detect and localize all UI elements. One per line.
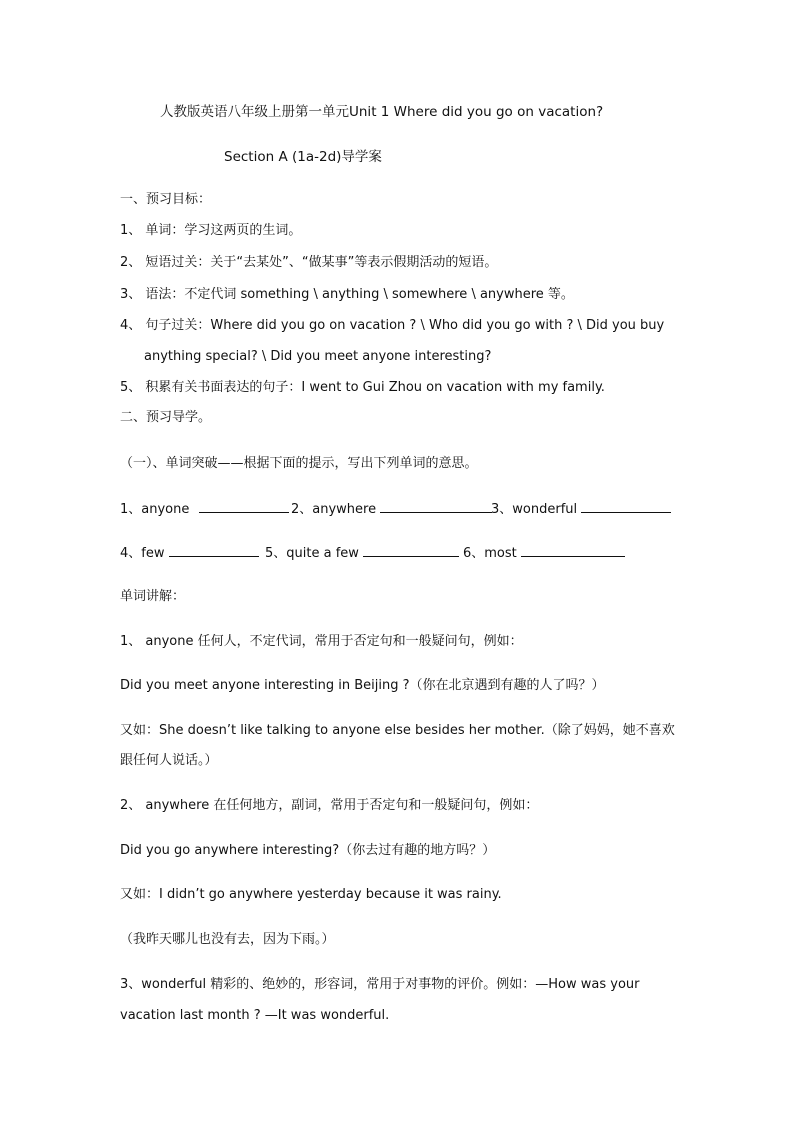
vocab-word-label: 2、anywhere [291, 502, 377, 517]
guide-heading: 二、预习导学。 [120, 410, 212, 425]
vocab-exercise-item [463, 544, 625, 563]
goal-item: 1、 单词：学习这两页的生词。 [120, 223, 302, 238]
explanation-line: 又如：She doesn’t like talking to anyone else besides her mother.（除了妈妈，她不喜欢 [120, 723, 675, 738]
goal-item: 2、 短语过关：关于“去某处”、“做某事”等表示假期活动的短语。 [120, 255, 498, 270]
vocab-exercise-item [491, 500, 671, 519]
vocab-word-label: 6、most [463, 546, 517, 561]
explanation-line: 又如：I didn’t go anywhere yesterday because it was rainy. [120, 887, 502, 902]
vocab-word-label: 5、quite a few [265, 546, 359, 561]
vocab-word-label: 3、wonderful [491, 502, 578, 517]
goal-item: 3、 语法：不定代词 something \ anything \ somewhere \ anywhere 等。 [120, 287, 574, 302]
answer-blank[interactable] [581, 500, 671, 513]
answer-blank[interactable] [169, 544, 259, 557]
explanation-line: 2、 anywhere 在任何地方，副词，常用于否定句和一般疑问句，例如： [120, 798, 539, 813]
answer-blank[interactable] [521, 544, 625, 557]
vocab-exercise-item [291, 500, 492, 519]
explanation-line: 1、 anyone 任何人，不定代词，常用于否定句和一般疑问句，例如： [120, 634, 523, 649]
explanation-line: Did you go anywhere interesting?（你去过有趣的地方吗？） [120, 843, 496, 858]
document-subtitle: Section A (1a-2d)导学案 [224, 149, 382, 165]
vocab-word-label: 1、anyone [120, 502, 190, 517]
explanation-line: （我昨天哪儿也没有去，因为下雨。） [120, 932, 335, 947]
vocab-exercise-item [120, 544, 259, 563]
answer-blank[interactable] [199, 500, 289, 513]
document-title: 人教版英语八年级上册第一单元Unit 1 Where did you go on vacation? [160, 104, 604, 120]
explanation-line: vacation last month ? —It was wonderful. [120, 1008, 390, 1023]
explanation-line: 跟任何人说话。） [120, 753, 218, 768]
vocab-exercise-item [265, 544, 459, 563]
goal-item: 5、 积累有关书面表达的句子：I went to Gui Zhou on vacation with my family. [120, 380, 605, 395]
answer-blank[interactable] [363, 544, 459, 557]
explanation-line: Did you meet anyone interesting in Beijing ?（你在北京遇到有趣的人了吗？） [120, 678, 605, 693]
goal-item: 4、 句子过关：Where did you go on vacation ? \ Who did you go with ? \ Did you buy [120, 318, 665, 333]
vocab-word-label: 4、few [120, 546, 165, 561]
explanation-line: 3、wonderful 精彩的、绝妙的，形容词，常用于对事物的评价。例如：—How was your [120, 977, 640, 992]
goals-heading: 一、预习目标： [120, 192, 212, 207]
vocab-heading: （一）、单词突破——根据下面的提示，写出下列单词的意思。 [120, 456, 478, 471]
explain-heading: 单词讲解： [120, 589, 186, 604]
vocab-exercise-item [120, 500, 289, 519]
answer-blank[interactable] [380, 500, 492, 513]
goal-item-continuation: anything special? \ Did you meet anyone interesting? [144, 349, 492, 364]
